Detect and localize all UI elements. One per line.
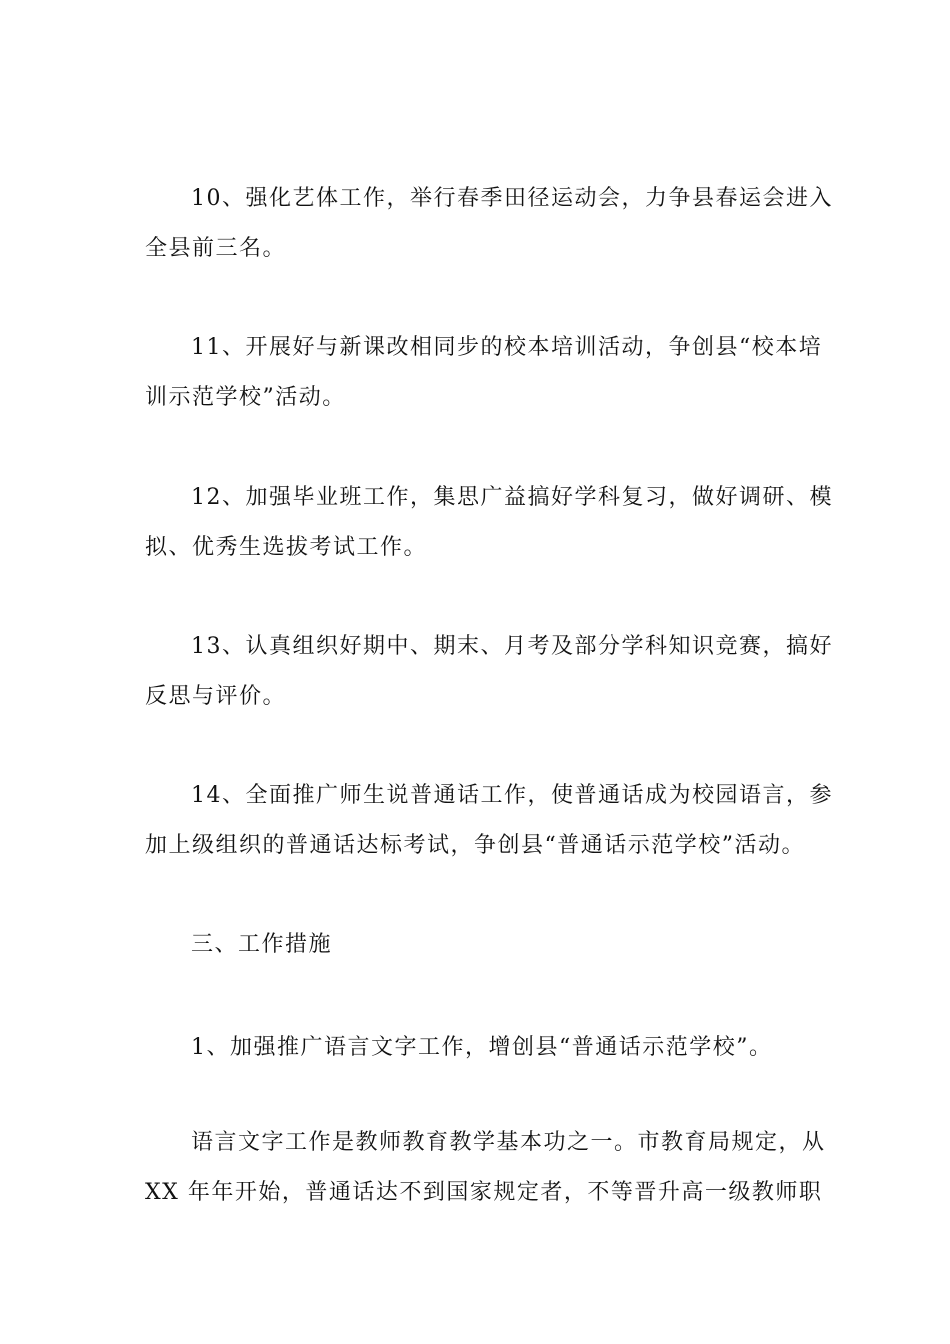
text-line: XX 年年开始，普通话达不到国家规定者，不等晋升高一级教师职 [145,1180,823,1205]
paragraph-item-10 [145,174,833,274]
text-line: 拟、优秀生选拔考试工作。 [145,535,428,560]
body-paragraph [145,1118,826,1218]
text-line: 反思与评价。 [145,684,287,709]
text-line: 13、认真组织好期中、期末、月考及部分学科知识竞赛，搞好 [191,634,833,659]
text-line: 1、加强推广语言文字工作，增创县“普通话示范学校”。 [191,1035,773,1060]
paragraph-item-14 [145,771,833,871]
text-line: 语言文字工作是教师教育教学基本功之一。市教育局规定，从 [191,1130,826,1155]
paragraph-item-13 [145,622,833,722]
text-line: 加上级组织的普通话达标考试，争创县“普通话示范学校”活动。 [145,833,805,858]
text-line: 全县前三名。 [145,236,287,261]
text-line: 14、全面推广师生说普通话工作，使普通话成为校园语言，参 [191,783,833,808]
text-line: 训示范学校”活动。 [145,385,346,410]
paragraph-item-12 [145,473,833,573]
measure-item-1 [145,1023,810,1073]
paragraph-item-11 [145,323,823,423]
text-line: 11、开展好与新课改相同步的校本培训活动，争创县“校本培 [191,335,823,360]
text-line: 三、工作措施 [191,932,333,957]
section-heading [145,920,810,970]
text-line: 10、强化艺体工作，举行春季田径运动会，力争县春运会进入 [191,186,833,211]
text-line: 12、加强毕业班工作，集思广益搞好学科复习，做好调研、模 [191,485,833,510]
